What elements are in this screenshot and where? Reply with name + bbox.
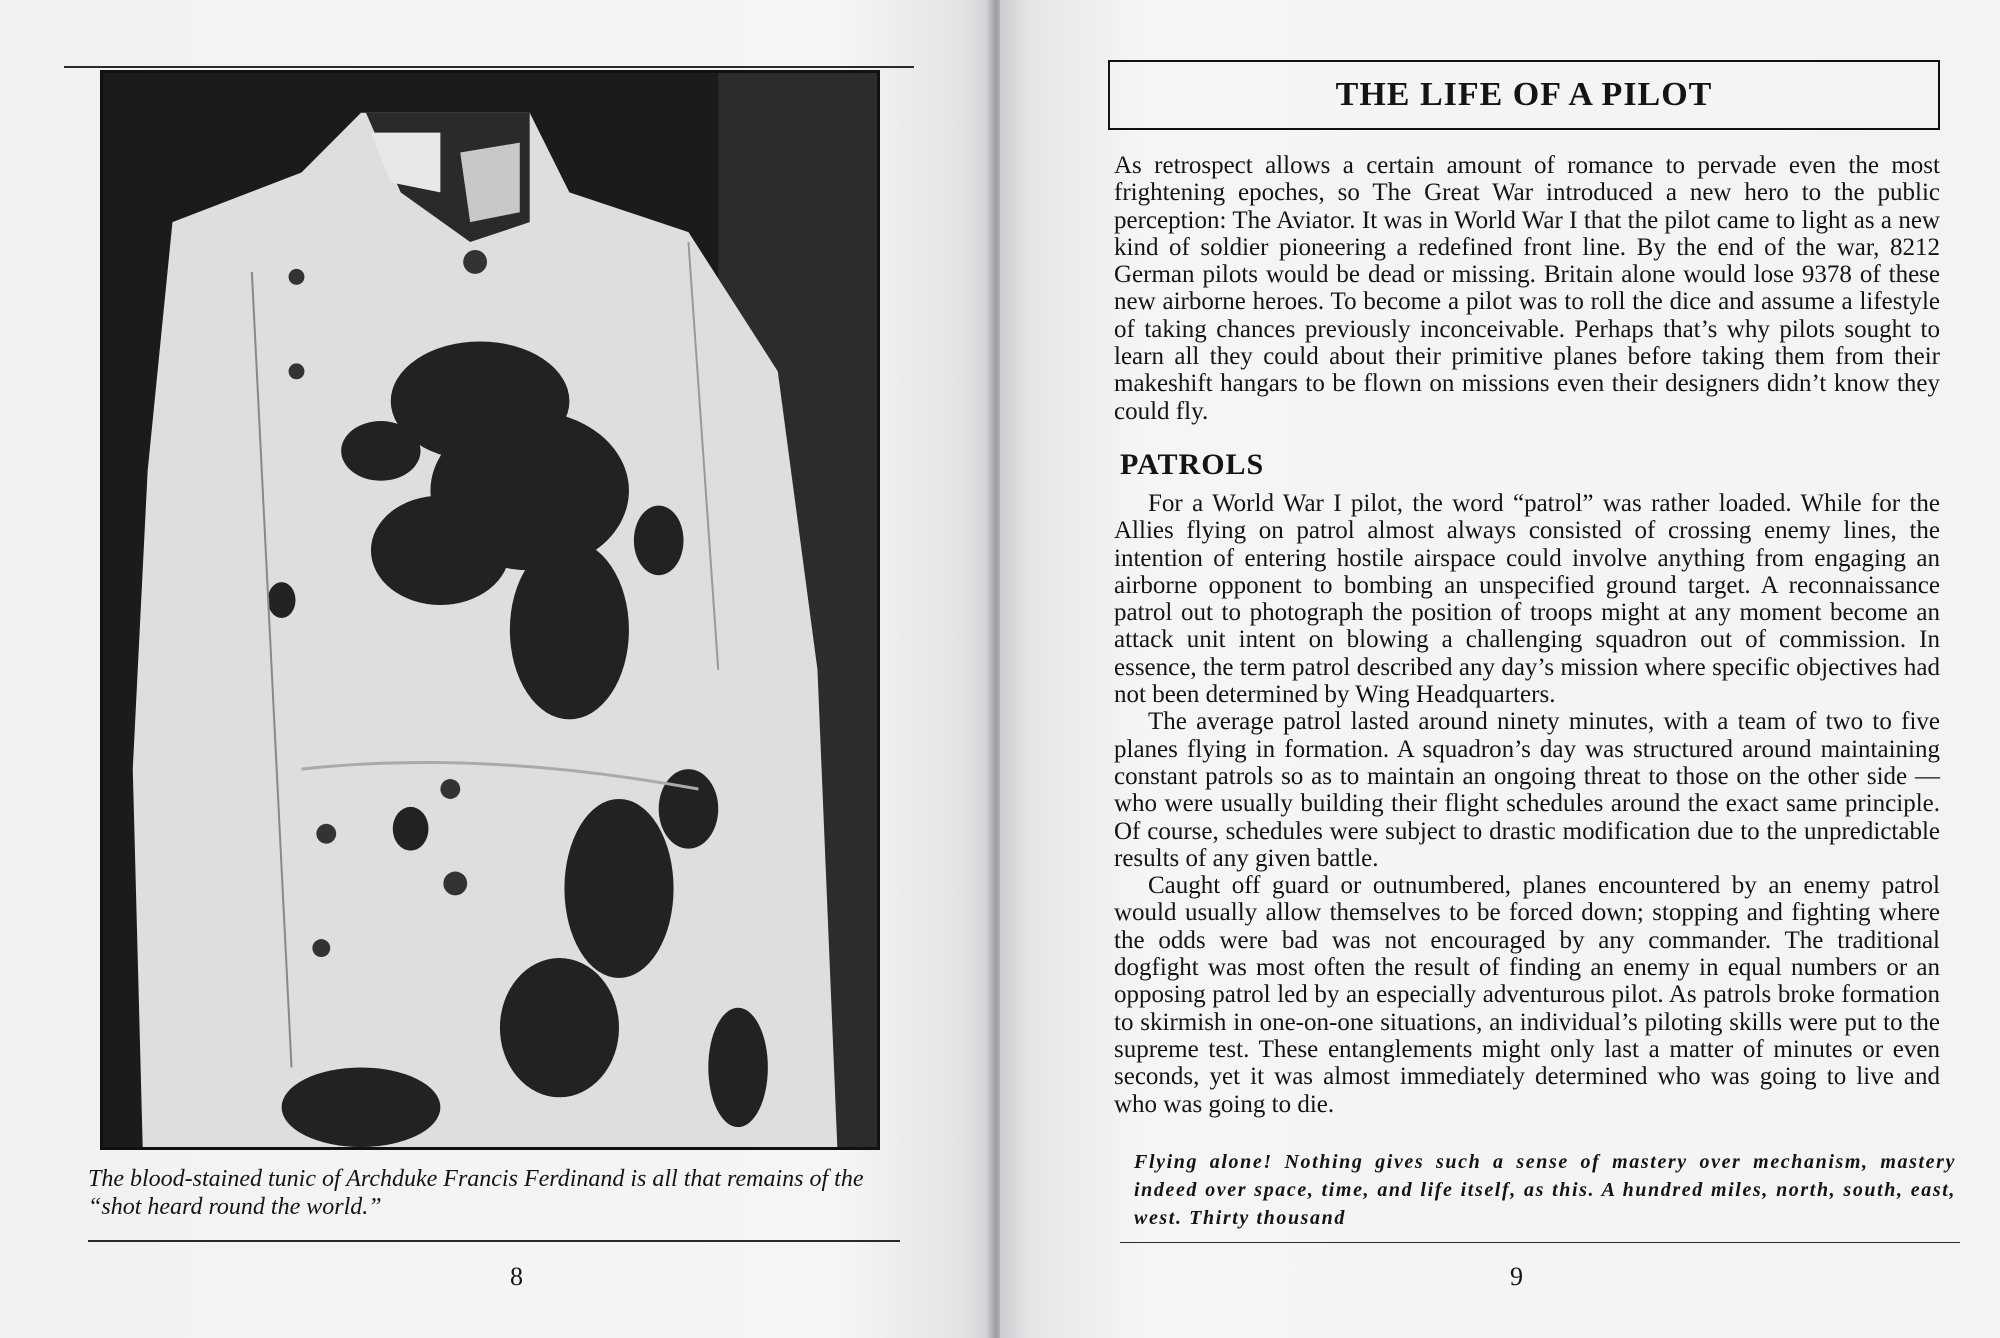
intro-paragraph: As retrospect allows a certain amount of romance to pervade even the most frightening epoches, so The Great War introduced a new hero to the public perception: The Aviator. It was in World War I that the pilot came to light as a new kind of soldier pioneering a redefined front line. By the end of the war, 8212 German pilots would be dead or missing. Britain alone would lose 9378 of these new airborne heroes. To become a pilot was to roll the dice and assume a lifestyle of taking chances previously inconceivable. Perhaps that’s why pilots sought to learn all they could about their primitive planes before taking them from their makeshift hangars to be flown on missions even their designers didn’t know they could fly. xyxy=(1114,152,1940,425)
chapter-title: THE LIFE OF A PILOT xyxy=(1335,76,1713,113)
page-number-left: 8 xyxy=(510,1262,523,1291)
body-paragraph: For a World War I pilot, the word “patrol” was rather loaded. While for the Allies flying on patrol almost always consisted of crossing enemy lines, the intention of entering hostile airspace could involve anything from engaging an airborne opponent to bombing an unspecified ground target. A reconnaissance patrol out to photograph the position of troops might at any moment become an attack unit intent on blowing a challenging squadron out of commission. In essence, the term patrol described any day’s mission where specific objectives had not been determined by Wing Headquarters. xyxy=(1114,490,1940,709)
left-page xyxy=(0,0,992,1338)
body-paragraph: Caught off guard or outnumbered, planes encountered by an enemy patrol would usually allow themselves to be forced down; stopping and fighting where the odds were bad was not encouraged by any commander. The traditional dogfight was most often the result of finding an enemy in equal numbers or an opposing patrol led by an especially adventurous pilot. As patrols broke formation to skirmish in one-on-one situations, an individual’s piloting skills were put to the supreme test. These entanglements might only last a matter of minutes or even seconds, yet it was almost immediately determined who was going to live and who was going to die. xyxy=(1114,872,1940,1118)
patrols-text xyxy=(1114,490,1940,1118)
section-heading: PATROLS xyxy=(1120,448,1265,481)
tunic-photograph xyxy=(100,70,880,1150)
tunic-image xyxy=(103,73,877,1147)
bottom-rule-right xyxy=(1120,1242,1960,1243)
body-paragraph: The average patrol lasted around ninety minutes, with a team of two to five planes flying in formation. A squadron’s day was structured around maintaining constant patrols so as to maintain an ongoing threat to those on the other side — who were usually building their flight schedules around the exact same principle. Of course, schedules were subject to drastic modification due to the unpredictable results of any given battle. xyxy=(1114,708,1940,872)
bottom-rule xyxy=(88,1240,900,1242)
chapter-title-box xyxy=(1108,60,1940,130)
photo-caption: The blood-stained tunic of Archduke Francis Ferdinand is all that remains of the “shot heard round the world.” xyxy=(88,1166,864,1220)
intro-text xyxy=(1114,152,1940,425)
right-page xyxy=(1000,0,2000,1338)
pilot-quote: Flying alone! Nothing gives such a sense of mastery over mechanism, mastery indeed over space, time, and life itself, as this. A hundred miles, north, south, east, west. Thirty thousand xyxy=(1134,1151,1956,1229)
top-rule xyxy=(64,66,914,68)
page-number-right: 9 xyxy=(1510,1262,1523,1291)
